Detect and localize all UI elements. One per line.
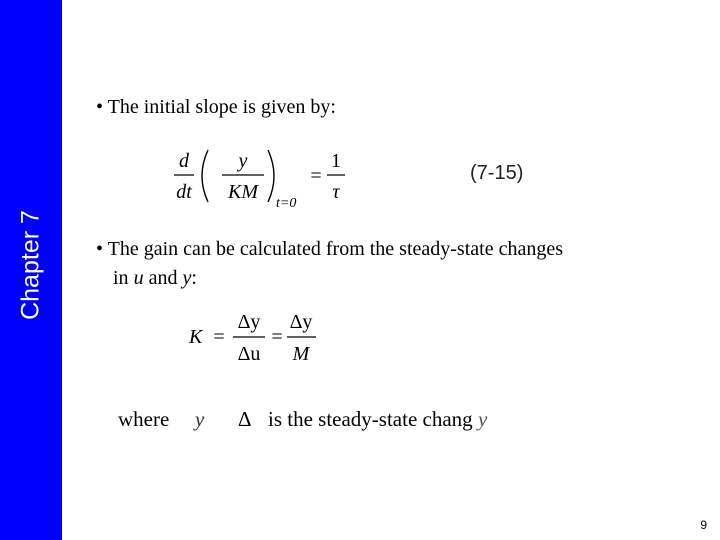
bullet-initial-slope: [96, 92, 336, 122]
bullet-marker: •: [96, 238, 104, 260]
eq-right-paren: [268, 150, 274, 202]
eq-den1: Δu: [237, 343, 261, 365]
page-number: 9: [700, 518, 707, 532]
eq-y: y: [238, 150, 248, 172]
eq-left-paren: [202, 150, 208, 202]
where-delta: Δ: [238, 407, 252, 431]
eq-equals: =: [271, 326, 283, 348]
eq-k: K: [189, 326, 203, 348]
where-text: is the steady-state chang: [268, 407, 473, 431]
eq-equals: =: [213, 326, 225, 348]
eq-km: KM: [228, 181, 258, 203]
bullet-text: The gain can be calculated from the steady-state changes: [107, 238, 563, 260]
eq-subscript: t=0: [276, 196, 297, 211]
gain-equation: [185, 308, 335, 368]
eq-num1: Δy: [237, 311, 261, 333]
chapter-label: Chapter 7: [16, 210, 45, 320]
text-in: in: [113, 267, 134, 289]
eq-den2: M: [292, 343, 310, 365]
eq-one: 1: [331, 150, 341, 172]
equation-number: (7-15): [470, 162, 524, 184]
eq-num2: Δy: [289, 311, 313, 333]
bullet-text: The initial slope is given by:: [107, 96, 336, 118]
where-overlap-y: y: [478, 407, 488, 431]
text-colon: :: [191, 267, 197, 289]
chapter-sidebar: [0, 0, 62, 540]
eq-dt: dt: [176, 181, 192, 203]
where-y: y: [195, 407, 205, 431]
where-word: where: [118, 407, 170, 431]
bullet-marker: •: [96, 96, 104, 118]
bullet-gain-line2: [113, 263, 197, 293]
var-y: y: [182, 267, 192, 289]
eq-tau: τ: [332, 181, 340, 203]
var-u: u: [133, 267, 144, 289]
eq-d-top: d: [179, 150, 189, 172]
bullet-gain: [96, 234, 563, 264]
slope-equation: [170, 145, 430, 215]
eq-equals: =: [310, 165, 322, 187]
text-and: and: [143, 267, 183, 289]
